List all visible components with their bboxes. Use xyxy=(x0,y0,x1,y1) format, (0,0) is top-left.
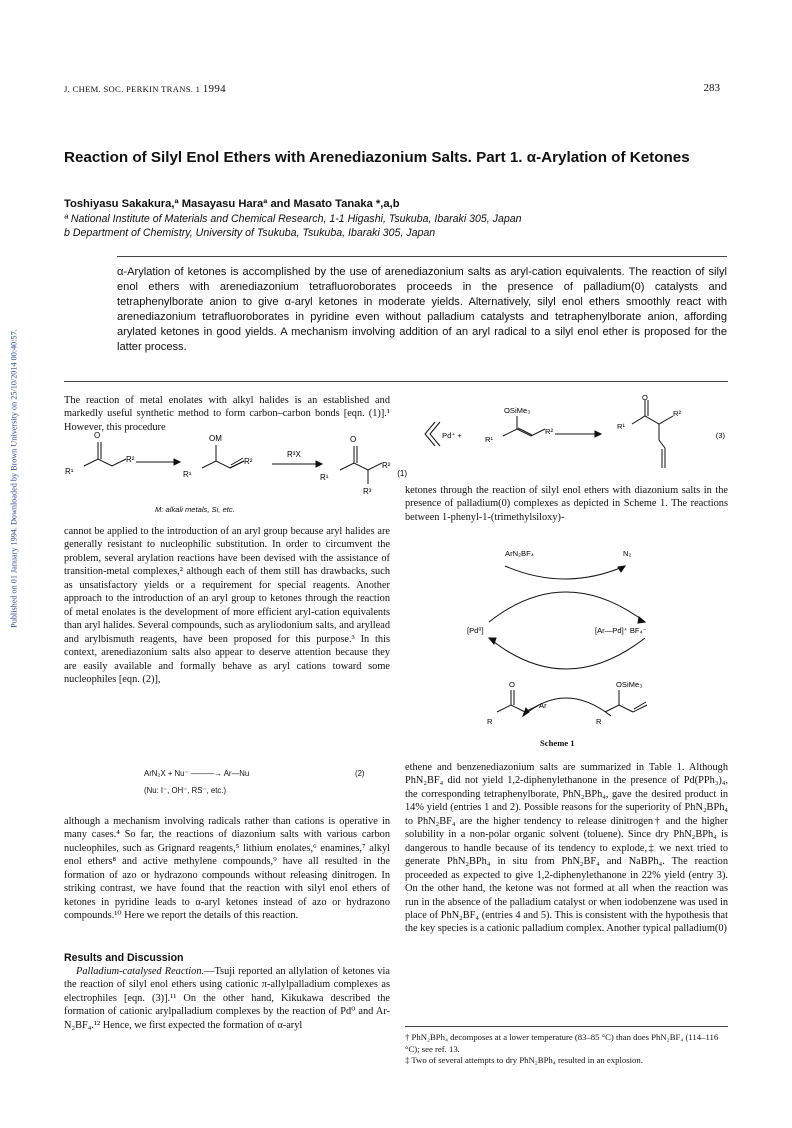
eq1-oxygen-1: O xyxy=(94,431,101,440)
scheme1-ketone-ar: Ar xyxy=(539,701,547,710)
eq1-r3-right: R³ xyxy=(363,487,372,496)
journal-year: 1994 xyxy=(202,83,226,95)
page-number: 283 xyxy=(703,82,720,94)
left-paragraph-2: cannot be applied to the introduction of an aryl group because aryl halides are generally resistant to nucleophilic substitution. In order to circumvent the problem, several arylation reactions have been devised with the assistance of transition-metal complexes,² although each of them still has drawbacks, such as unsatisfactory yields or a requirement for special reagents. Another approach to the introduction of an aryl group to ketones through the reaction of metal enolates is the development of more efficient aryl-cation equivalents than aryl halides. Several compounds, such as aryliodonium salts, and aryllead and arylbismuth reagents, have been proposed for this purpose.³ In this context, arenediazonium salts also appear to deserve attention because they are easily available and formally behave as aryl cations toward some nucleophiles [eqn. (2)], xyxy=(64,526,390,685)
eq1-r2-mid: R² xyxy=(244,457,253,466)
eq3-number: (3) xyxy=(715,431,725,440)
eq1-r2-right: R² xyxy=(382,461,391,470)
scheme-1-catalytic-cycle xyxy=(405,540,730,730)
footnote-rule xyxy=(405,1026,728,1027)
eq3-r1-left: R¹ xyxy=(485,435,494,444)
section-heading: Results and Discussion xyxy=(64,952,184,964)
eq3-r1-right: R¹ xyxy=(617,422,626,431)
eq3-oxygen: O xyxy=(642,393,648,402)
eq1-r2-left: R² xyxy=(126,455,135,464)
left-paragraph-1: The reaction of metal enolates with alkyl halides is an established and markedly useful synthetic method to form carbon–carbon bonds [eqn. (1)].¹ However, this procedure xyxy=(64,395,390,433)
author-list: Toshiyasu Sakakura,ª Masayasu Haraª and Masato Tanaka *,a,b xyxy=(64,198,400,210)
abstract: α-Arylation of ketones is accomplished by the use of arenediazonium salts as aryl-cation equivalents. The reaction of silyl enol ethers with arenediazonium tetrafluoroborates proceeds in the presence of palladium(0) catalysts and tetraphenylborate anion to give α-aryl ketones in moderate yields. Alternatively, silyl enol ethers smoothly react with arenediazonium tetrafluoroborates in pyridine even without palladium catalysts and tetraphenylborate anion, affording arylated ketones in good yields. A mechanism involving addition of an aryl radical to a silyl enol ether is proposed for the latter process. xyxy=(117,266,727,353)
scheme1-diazonium-label: ArN₂BF₄ xyxy=(505,549,534,558)
eq1-reagent: R³X xyxy=(287,450,301,459)
paper-title: Reaction of Silyl Enol Ethers with Arenediazonium Salts. Part 1. α-Arylation of Ketones xyxy=(64,149,690,166)
eq3-r2-left: R² xyxy=(545,427,554,436)
footnote-dagger: † PhN₂BPh₄ decomposes at a lower temperature (83–85 °C) than does PhN₂BF₄ (114–116 °C); see ref. 13. xyxy=(405,1032,719,1054)
running-head xyxy=(64,83,226,95)
eq2-nucleophiles: (Nu: I⁻, OH⁻, RS⁻, etc.) xyxy=(144,786,227,795)
scheme1-arpd-label: [Ar—Pd]⁺ BF₄⁻ xyxy=(595,626,647,635)
right-paragraph-1: ketones through the reaction of silyl enol ethers with diazonium salts in the presence of palladium(0) complexes as depicted in Scheme 1. The reactions between 1-phenyl-1-(trimethylsiloxy)- xyxy=(405,485,728,523)
eq1-caption: M: alkali metals, Si, etc. xyxy=(155,505,235,514)
eq1-r1-left: R¹ xyxy=(65,467,74,476)
footnote-double-dagger: ‡ Two of several attempts to dry PhN₂BPh₄ resulted in an explosion. xyxy=(405,1055,643,1065)
eq1-r1-right: R¹ xyxy=(320,473,329,482)
scheme1-ketone-oxygen: O xyxy=(509,680,515,689)
scheme1-ketone-r: R xyxy=(487,717,493,726)
abstract-bottom-rule xyxy=(64,381,728,382)
left-paragraph-4-text: —Tsuji reported an allylation of ketones via the reaction of silyl enol ethers using cationic π-allylpalladium complexes as electrophiles [eqn. (3)].¹¹ On the other hand, Kikukawa described the formation of cationic arylpalladium complexes by the reaction of Pd⁰ and Ar-N₂BF₄.¹² Hence, we first expected the formation of α-aryl xyxy=(64,966,390,1031)
eq3-silyl-label: OSiMe₃ xyxy=(504,406,531,415)
eq1-om-label: OM xyxy=(209,434,222,443)
footnotes xyxy=(405,1032,728,1067)
scheme1-n2-label: N₂ xyxy=(623,549,632,558)
eq2-reaction: ArN₂X + Nu⁻ ———→ Ar—Nu xyxy=(144,769,250,778)
affiliation-b: b Department of Chemistry, University of Tsukuba, Tsukuba, Ibaraki 305, Japan xyxy=(64,227,436,239)
right-paragraph-2: ethene and benzenediazonium salts are summarized in Table 1. Although PhN₂BF₄ did not yield 1,2-diphenylethanone in the presence of Pd(PPh₃)₄, the corresponding tetraphenylborate, PhN₂BPh₄, gave the desired product in 14% yield (entries 1 and 2). Possible reasons for the superiority of PhN₂BPh₄ to PhN₂BF₄ are the higher tendency to release dinitrogen† and the higher solubility in a non-polar organic solvent (toluene). Since dry PhN₂BPh₄ is dangerous to handle because of its tendency to explode,‡ we next tried to generate PhN₂BPh₄ in situ from PhN₂BF₄ and NaBPh₄. The reaction proceeded as expected to give 1,2-diphenylethanone in 22% yield (entry 3). On the other hand, the ketone was not formed at all when the reaction was run in the absence of the palladium catalyst or when iodobenzene was used in place of PhN₂BF₄ (entries 4 and 5). This is consistent with the hypothesis that the key species is a cationic palladium complex. Another typical palladium(0) xyxy=(405,762,728,935)
download-watermark: Published on 01 January 1994. Downloaded by Brown University on 25/10/2014 00:40:57. xyxy=(9,329,19,628)
subsection-heading: Palladium-catalysed Reaction. xyxy=(76,966,205,977)
abstract-top-rule xyxy=(117,256,727,257)
equation-1-scheme xyxy=(62,424,407,516)
eq1-r1-mid: R¹ xyxy=(183,470,192,479)
equation-3-scheme xyxy=(405,394,730,482)
scheme1-silyl-label: OSiMe₃ xyxy=(616,680,643,689)
journal-name: J. CHEM. SOC. PERKIN TRANS. 1 xyxy=(64,84,201,94)
eq3-r2-right: R² xyxy=(673,409,682,418)
eq1-number: (1) xyxy=(397,469,407,478)
scheme-1-caption: Scheme 1 xyxy=(540,738,575,748)
scheme1-pd0-label: [Pd⁰] xyxy=(467,626,484,635)
affiliation-a: ª National Institute of Materials and Chemical Research, 1-1 Higashi, Tsukuba, Ibaraki 305, Japan xyxy=(64,213,522,225)
scheme1-enol-r: R xyxy=(596,717,602,726)
left-paragraph-4 xyxy=(64,965,390,1032)
eq1-oxygen-3: O xyxy=(350,435,357,444)
left-paragraph-3: although a mechanism involving radicals rather than cations is operative in many cases.⁴ So far, the reactions of diazonium salts with various carbon nucleophiles, such as Grignard reagents,⁵ lithium enolates,⁶ enamines,⁷ alkyl enol ethers⁸ and active methylene compounds,⁹ have all resulted in the formation of azo or hydrazono compounds without releasing dinitrogen. In striking contrast, we have found that the reaction with silyl enol ethers of ketones in pyridine leads to α-aryl ketones instead of azo or hydrazono compounds.¹⁰ Here we report the details of this reaction. xyxy=(64,816,390,922)
eq2-number: (2) xyxy=(355,769,365,778)
eq3-pd-label: Pd⁺ + xyxy=(442,431,462,440)
